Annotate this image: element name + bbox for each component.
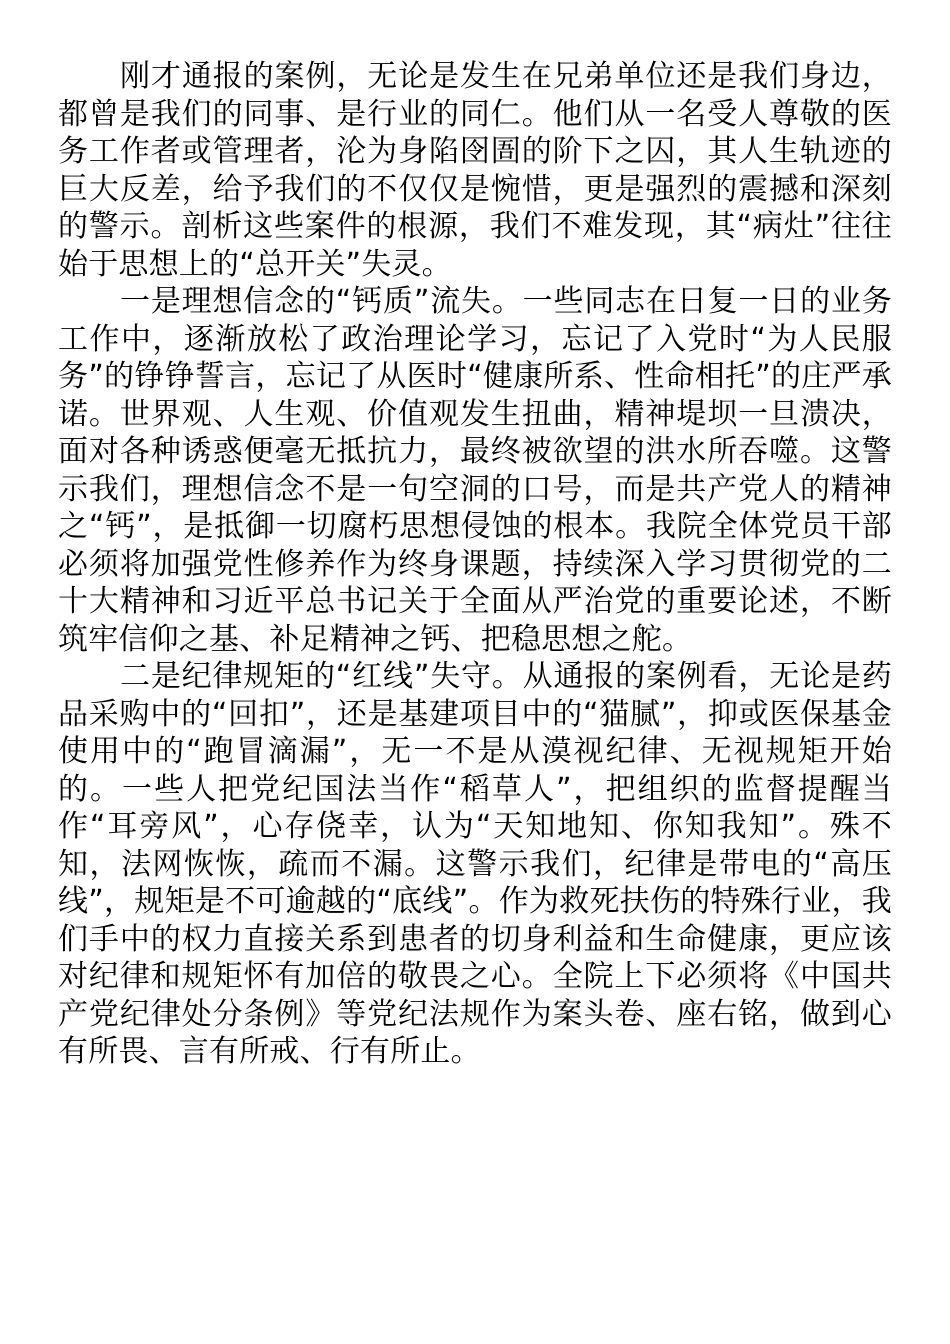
paragraph-3: 二是纪律规矩的“红线”失守。从通报的案例看，无论是药品采购中的“回扣”，还是基建项目中的“猫腻”，抑或医保基金使用中的“跑冒滴漏”，无一不是从漠视纪律、无视规矩开始的。一些人把党纪国法当作“稻草人”，把组织的监督提醒当作“耳旁风”，心存侥幸，认为“天知地知、你知我知”。殊不知，法网恢恢，疏而不漏。这警示我们，纪律是带电的“高压线”，规矩是不可逾越的“底线”。作为救死扶伤的特殊行业，我们手中的权力直接关系到患者的切身利益和生命健康，更应该对纪律和规矩怀有加倍的敬畏之心。全院上下必须将《中国共产党纪律处分条例》等党纪法规作为案头卷、座右铭，做到心有所畏、言有所戒、行有所止。 — [58, 659, 892, 1069]
paragraph-2: 一是理想信念的“钙质”流失。一些同志在日复一日的业务工作中，逐渐放松了政治理论学习，忘记了入党时“为人民服务”的铮铮誓言，忘记了从医时“健康所系、性命相托”的庄严承诺。世界观、人生观、价值观发生扭曲，精神堤坝一旦溃决，面对各种诱惑便毫无抵抗力，最终被欲望的洪水所吞噬。这警示我们，理想信念不是一句空洞的口号，而是共产党人的精神之“钙”，是抵御一切腐朽思想侵蚀的根本。我院全体党员干部必须将加强党性修养作为终身课题，持续深入学习贯彻党的二十大精神和习近平总书记关于全面从严治党的重要论述，不断筑牢信仰之基、补足精神之钙、把稳思想之舵。 — [58, 284, 892, 657]
paragraph-1: 刚才通报的案例，无论是发生在兄弟单位还是我们身边，都曾是我们的同事、是行业的同仁。他们从一名受人尊敬的医务工作者或管理者，沦为身陷囹圄的阶下之囚，其人生轨迹的巨大反差，给予我们的不仅仅是惋惜，更是强烈的震撼和深刻的警示。剖析这些案件的根源，我们不难发现，其“病灶”往往始于思想上的“总开关”失灵。 — [58, 59, 892, 282]
document-text-body — [58, 58, 892, 1071]
